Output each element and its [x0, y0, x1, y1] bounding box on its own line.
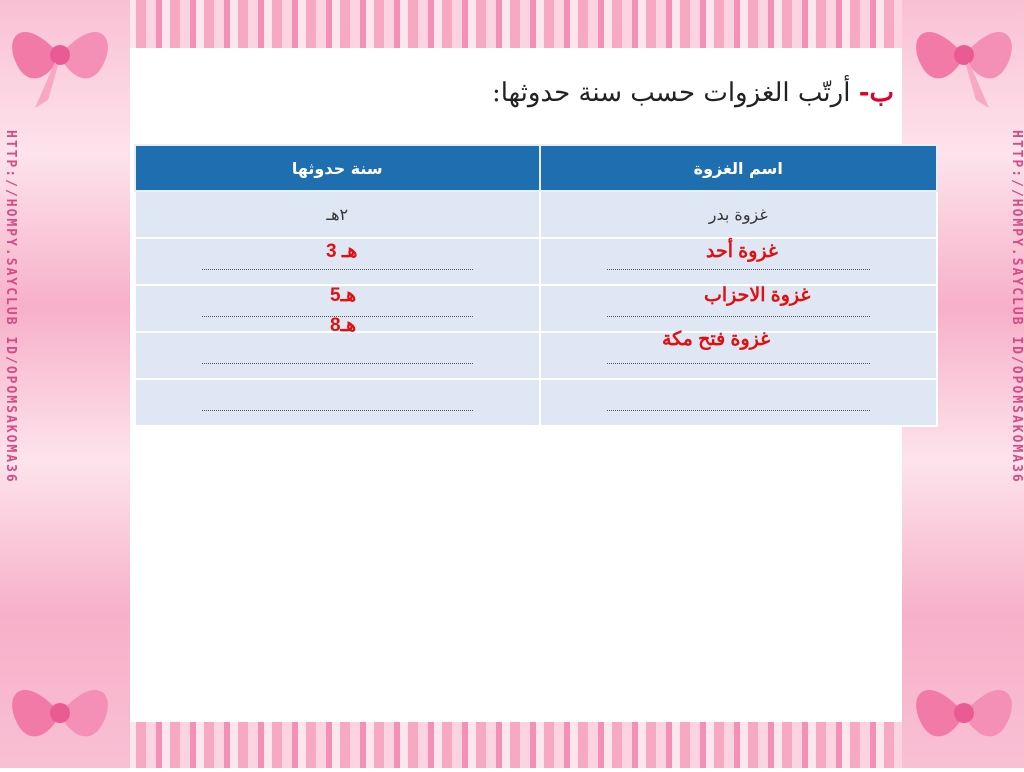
table-row: [135, 285, 937, 332]
answer-year-makkah: 8هـ: [330, 315, 357, 336]
question-text: أرتّب الغزوات حسب سنة حدوثها:: [492, 78, 851, 108]
cell-battle: غزوة بدر: [540, 191, 938, 238]
cell-year-blank[interactable]: [135, 332, 540, 379]
frame-top-border: [0, 0, 1024, 48]
cell-year: ٢هـ: [135, 191, 540, 238]
cell-year-blank[interactable]: [135, 379, 540, 426]
frame-bottom-border: [0, 722, 1024, 768]
question-heading: [492, 78, 894, 108]
dotted-answer-line: [202, 269, 473, 270]
header-year: سنة حدوثها: [135, 145, 540, 191]
ribbon-bow-icon: [904, 658, 1024, 768]
battles-table: [134, 144, 938, 427]
ribbon-bow-icon: [0, 658, 120, 768]
frame-watermark-right: [1009, 130, 1024, 144]
answer-year-uhud: 3 هـ: [326, 241, 358, 262]
answer-battle-uhud: غزوة أحد: [706, 241, 778, 262]
dotted-answer-line: [607, 363, 871, 364]
ribbon-bow-icon: [0, 0, 120, 110]
table-row: [135, 191, 937, 238]
dotted-answer-line: [607, 410, 871, 411]
frame-left-border: [0, 0, 130, 768]
table-row: [135, 332, 937, 379]
question-letter: ب-: [858, 78, 894, 108]
table-row: [135, 238, 937, 285]
answer-year-ahzab: 5هـ: [330, 285, 357, 306]
dotted-answer-line: [607, 316, 871, 317]
cell-battle-blank[interactable]: [540, 379, 938, 426]
frame-watermark-left: HTTP://HOMPY.SAYCLUB ID/OPOMSAKOMA36: [3, 130, 18, 484]
table-row: [135, 379, 937, 426]
dotted-answer-line: [607, 269, 871, 270]
answer-battle-ahzab: غزوة الاحزاب: [704, 285, 811, 306]
answer-battle-makkah: غزوة فتح مكة: [662, 329, 771, 350]
dotted-answer-line: [202, 410, 473, 411]
ribbon-bow-icon: [904, 0, 1024, 110]
header-battle-name: اسم الغزوة: [540, 145, 938, 191]
dotted-answer-line: [202, 363, 473, 364]
